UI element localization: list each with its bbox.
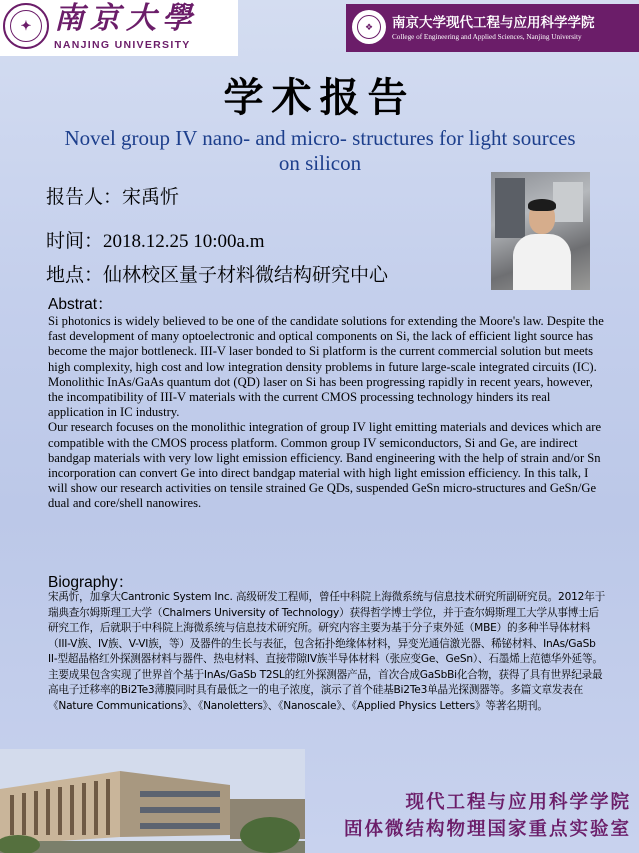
college-banner (346, 4, 639, 52)
footer-line-2: 固体微结构物理国家重点实验室 (343, 819, 631, 840)
biography-text (48, 590, 606, 714)
location-value: 仙林校区量子材料微结构研究中心 (103, 264, 389, 286)
location-line (46, 260, 388, 287)
speaker-label: 报告人： (46, 186, 123, 208)
talk-title: Novel group IV nano- and micro- structures for light sources on silicon (64, 126, 576, 175)
location-label: 地点： (46, 264, 104, 286)
poster-title: 学术报告 (223, 74, 416, 121)
abstract-text (48, 314, 604, 512)
university-seal-icon: ✦ (3, 3, 49, 49)
abstract-paragraph-2: Our research focuses on the monolithic integration of group IV light emitting materials and devices which are compatible with the CMOS process platform. Common group IV semiconductors, Si and Ge, are indirect bandgap materials with very low light emission efficiency. Band engineering with the help of strain and/or Sn incorporation can convert Ge into direct bandgap material with high light emission efficiency. In this talk, I will show our research activities on tensile strained Ge QDs, suspended GeSn micro-structures and GeSn/Ge dual and core/shell nanowires. (48, 420, 602, 511)
time-value: 2018.12.25 10:00a.m (103, 231, 265, 252)
college-name-en: College of Engineering and Applied Sciences, Nanjing University (392, 33, 582, 41)
college-name-cn: 南京大学现代工程与应用科学学院 (392, 15, 595, 31)
university-name-cn: 南京大學 (54, 1, 198, 36)
abstract-heading: Abstrat： (48, 296, 113, 313)
time-line (46, 226, 265, 253)
biography-paragraph: 宋禹忻，加拿大Cantronic System Inc. 高级研发工程师，曾任中科院上海微系统与信息技术研究所副研究员。2012年于瑞典查尔姆斯理工大学（Chalmers University of Technology）获得哲学博士学位，并于查尔姆斯理工大学从事博士后研究工作，后就职于中科院上海微系统与信息技术研究所。研究内容主要为基于分子束外延（MBE）的多种半导体材料（III-V族、IV族、V-VI族，等）及器件的生长与表征，包含拓扑绝缘体材料，异变光通信激光器、稀铋材料、InAs/GaSb II-型超晶格红外探测器材料与器件、热电材料、直接带隙IV族半导体材料（张应变Ge、GeSn）、石墨烯上范德华外延等。主要成果包含实现了世界首个基于InAs/GaSb T2SL的红外探测器产品，首次合成GaSbBi化合物，获得了具有世界纪录最高电子迁移率的Bi2Te3薄膜同时具有最低之一的电子浓度，演示了首个硅基Bi2Te3单晶光探测器等。多篇文章发表在《Nature Communications》、《Nanoletters》、《Nanoscale》、《Applied Physics Letters》等著名期刊。 (48, 591, 605, 712)
footer-organizers (344, 789, 631, 843)
campus-building-image (0, 749, 305, 853)
speaker-photo (491, 172, 590, 290)
speaker-name: 宋禹忻 (122, 186, 180, 208)
time-label: 时间： (46, 230, 104, 252)
university-name-en: NANJING UNIVERSITY (54, 39, 191, 51)
biography-heading: Biography： (48, 574, 134, 591)
university-banner (0, 0, 238, 56)
speaker-line (46, 182, 179, 209)
abstract-paragraph-1: Si photonics is widely believed to be one of the candidate solutions for extending the Moore's law. Despite the fast development of many optoelectronic and optical components on Si, the lack of efficient light source has become the major bottleneck. III-V laser bonded to Si platform is the current commercial solution but meets high complexity, high cost and low integration density problems in future large-scale integrated circuits (IC). Monolithic InAs/GaAs quantum dot (QD) laser on Si has been progressing rapidly in recent years, however, the incompatibility of III-V materials with the current CMOS processing technology hinders its real application in IC industry. (48, 314, 604, 420)
college-logo-icon: ❖ (352, 10, 386, 44)
footer-line-1: 现代工程与应用科学学院 (405, 792, 631, 813)
